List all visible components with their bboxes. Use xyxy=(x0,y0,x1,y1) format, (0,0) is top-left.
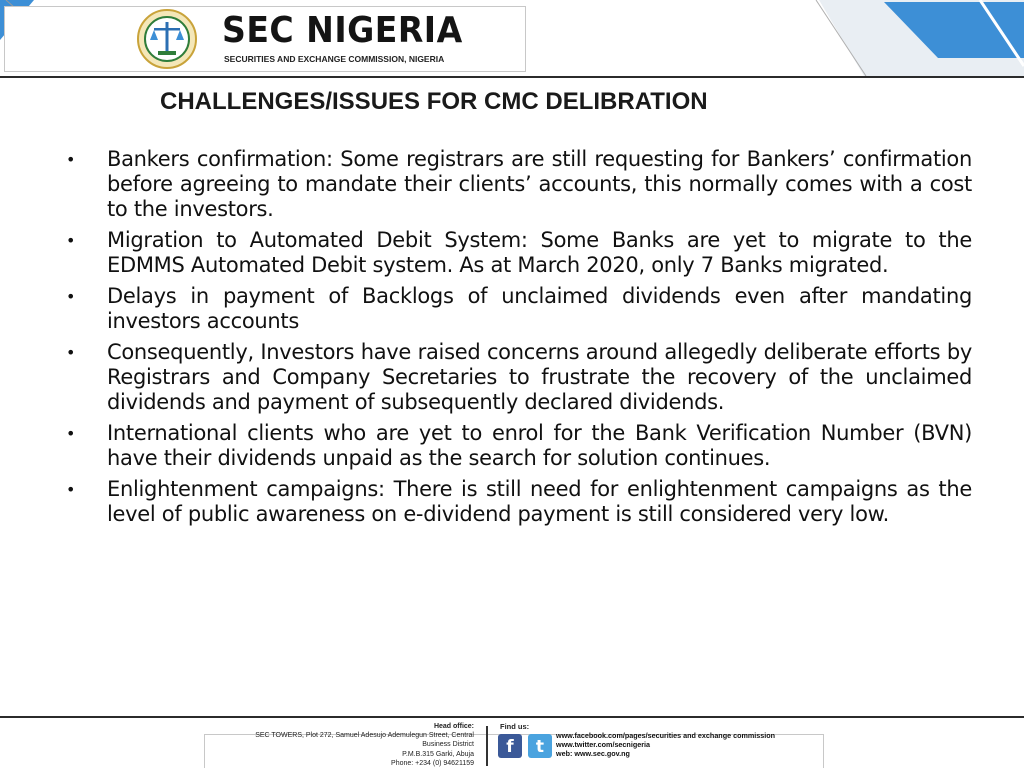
bullet-list xyxy=(66,147,972,533)
bullet-item xyxy=(66,477,972,527)
website-link[interactable]: web: www.sec.gov.ng xyxy=(556,749,630,758)
twitter-glyph: t xyxy=(535,737,545,757)
footer-divider xyxy=(0,716,1024,718)
bullet-icon: • xyxy=(66,150,76,169)
footer-links xyxy=(556,731,775,758)
bullet-text: Enlightenment campaigns: There is still need for enlightenment campaigns as the level of public awareness on e-dividend payment is still considered very low. xyxy=(107,477,972,526)
bullet-text: Migration to Automated Debit System: Some Banks are yet to migrate to the EDMMS Automated Debit system. As at March 2020, only 7 Banks migrated. xyxy=(107,228,972,277)
bullet-icon: • xyxy=(66,287,76,306)
bullet-item xyxy=(66,340,972,415)
bullet-text: International clients who are yet to enrol for the Bank Verification Number (BVN) have their dividends unpaid as the search for solution continues. xyxy=(107,421,972,470)
facebook-glyph: f xyxy=(506,737,514,757)
find-us-label: Find us: xyxy=(500,722,530,731)
bullet-text: Delays in payment of Backlogs of unclaimed dividends even after mandating investors accounts xyxy=(107,284,972,333)
bullet-icon: • xyxy=(66,424,76,443)
address-line: SEC TOWERS, Plot 272, Samuel Adesujo Ademulegun Street, Central xyxy=(255,732,474,740)
header-divider xyxy=(0,76,1024,78)
bullet-icon: • xyxy=(66,343,76,362)
bullet-item xyxy=(66,228,972,278)
header-right-decoration xyxy=(724,0,1024,76)
phone-number: Phone: +234 (0) 94621159 xyxy=(391,759,474,767)
footer-vertical-divider xyxy=(486,726,488,766)
bullet-icon: • xyxy=(66,231,76,250)
bullet-item xyxy=(66,421,972,471)
bullet-text: Bankers confirmation: Some registrars are still requesting for Bankers’ confirmation before agreeing to mandate their clients’ accounts, this normally comes with a cost to the investors. xyxy=(107,147,972,221)
sec-seal-logo xyxy=(134,8,200,70)
brand-name: SEC NIGERIA xyxy=(222,10,463,51)
bullet-icon: • xyxy=(66,480,76,499)
bullet-text: Consequently, Investors have raised concerns around allegedly deliberate efforts by Registrars and Company Secretaries to frustrate the recovery of the unclaimed dividends and payment of subsequently declared dividends. xyxy=(107,340,972,414)
footer-address xyxy=(255,722,474,768)
address-line: Business District xyxy=(422,741,474,749)
slide-title: CHALLENGES/ISSUES FOR CMC DELIBRATION xyxy=(160,88,708,115)
address-line: P.M.B.315 Garki, Abuja xyxy=(402,750,474,758)
facebook-icon[interactable] xyxy=(498,734,522,758)
facebook-link[interactable]: www.facebook.com/pages/securities and exchange commission xyxy=(556,731,776,740)
twitter-icon[interactable] xyxy=(528,734,552,758)
bullet-item xyxy=(66,147,972,222)
brand-tagline: SECURITIES AND EXCHANGE COMMISSION, NIGERIA xyxy=(224,54,445,64)
twitter-link[interactable]: www.twitter.com/secnigeria xyxy=(556,740,650,749)
head-office-label: Head office: xyxy=(433,723,474,730)
bullet-item xyxy=(66,284,972,334)
